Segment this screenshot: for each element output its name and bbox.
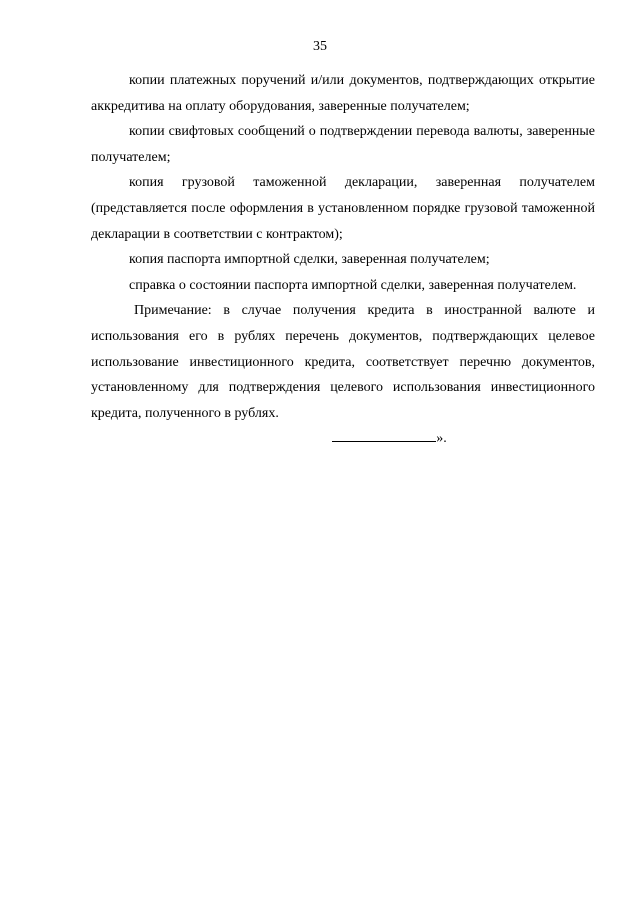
page-number: 35 [313,39,327,54]
closing-quote: ». [436,431,447,447]
closing-line [91,426,595,452]
list-item: копии свифтовых сообщений о подтверждении перевода валюты, заверенные получателем; [91,124,595,165]
document-body [91,68,595,452]
list-item: копия паспорта импортной сделки, заверенная получателем; [129,252,490,268]
list-item: справка о состоянии паспорта импортной сделки, заверенная получателем. [129,277,577,293]
list-item: копия грузовой таможенной декларации, заверенная получателем (представляется после оформления в установленном порядке грузовой таможенной декларации в соответствии с контрактом); [91,175,595,242]
note-paragraph: Примечание: в случае получения кредита в иностранной валюте и использования его в рублях перечень документов, подтверждающих целевое использование инвестиционного кредита, соответствует перечню документов, установленному для подтверждения целевого использования инвестиционного кредита, полученного в рублях. [91,303,595,421]
signature-rule [332,428,436,442]
list-item: копии платежных поручений и/или документов, подтверждающих открытие аккредитива на оплату оборудования, заверенные получателем; [91,73,595,114]
